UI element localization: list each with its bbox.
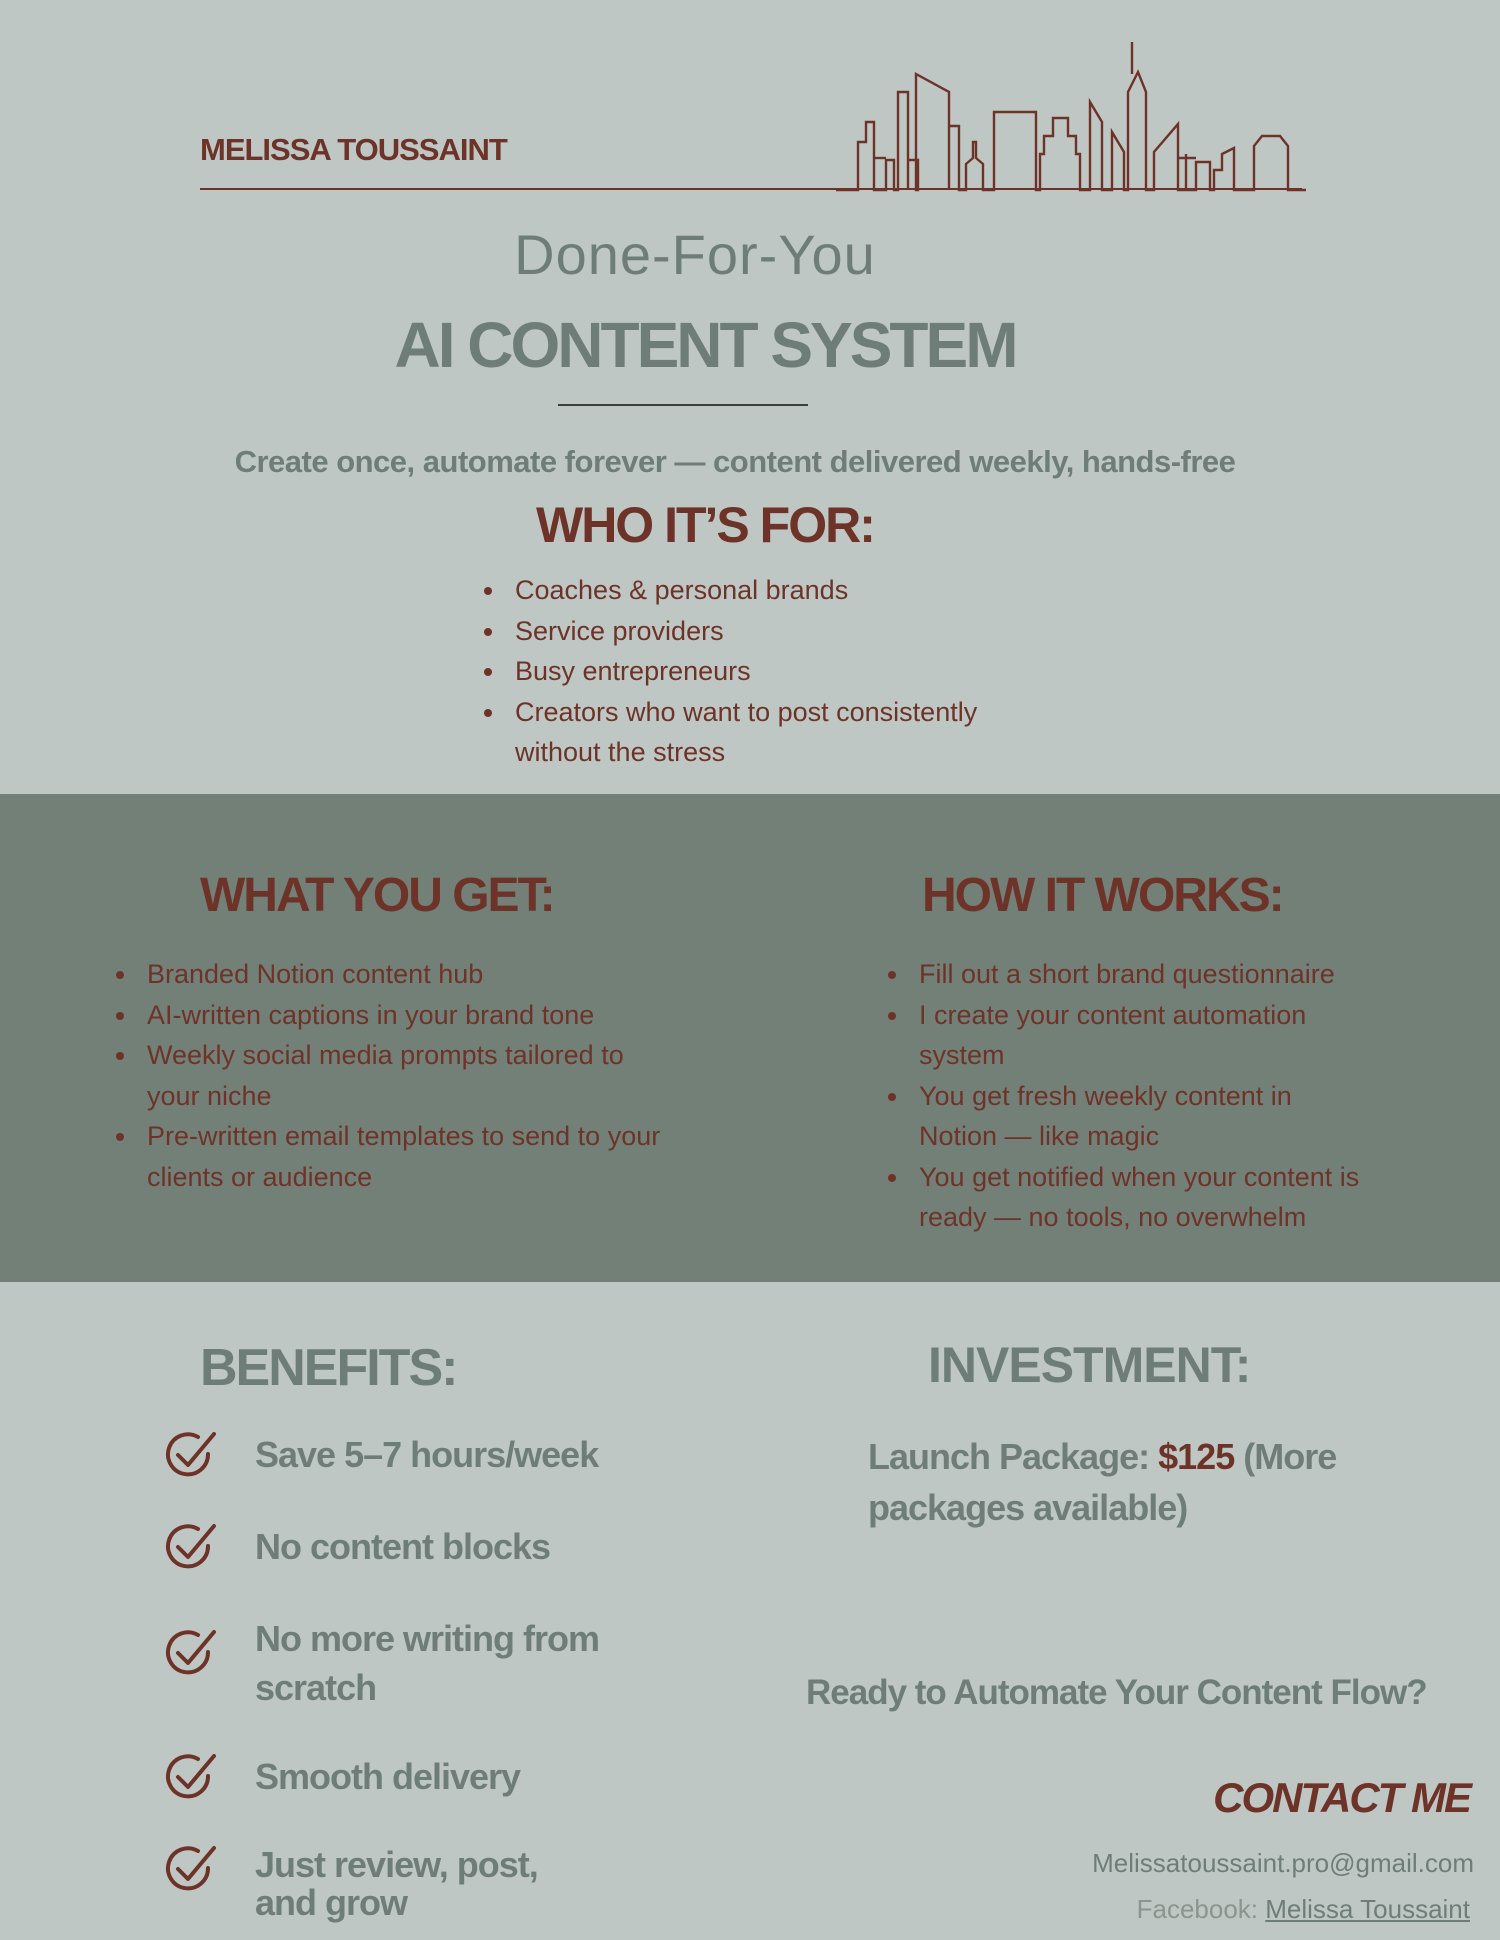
package-price: $125: [1158, 1436, 1235, 1477]
list-item: Creators who want to post consistently without the stress: [482, 692, 1002, 773]
facebook-link[interactable]: Melissa Toussaint: [1265, 1894, 1470, 1924]
list-item: Pre-written email templates to send to your clients or audience: [114, 1116, 694, 1197]
check-circle-icon: [164, 1752, 220, 1804]
contact-email[interactable]: Melissatoussaint.pro@gmail.com: [1092, 1848, 1474, 1878]
page-title: AI CONTENT SYSTEM: [394, 309, 1016, 381]
list-item: Branded Notion content hub: [114, 954, 704, 995]
facebook-line: [1000, 1894, 1470, 1925]
who-list: [482, 570, 1122, 773]
what-you-get-list: [114, 954, 704, 1197]
list-item: I create your content automation system: [886, 995, 1346, 1076]
benefit-item: [164, 1614, 664, 1714]
list-item: Service providers: [482, 611, 1122, 652]
benefit-item: [164, 1844, 664, 1924]
benefit-text: Just review, post, and grow: [255, 1844, 538, 1923]
investment-title: INVESTMENT:: [928, 1337, 1251, 1393]
how-it-works-title: HOW IT WORKS:: [922, 869, 1283, 922]
benefit-text: No content blocks: [255, 1526, 551, 1567]
benefit-text: Save 5–7 hours/week: [255, 1434, 599, 1475]
benefit-item: [164, 1752, 664, 1802]
cta-heading: Ready to Automate Your Content Flow?: [806, 1673, 1427, 1712]
list-item: Busy entrepreneurs: [482, 651, 1122, 692]
benefit-text: Smooth delivery: [255, 1756, 521, 1797]
benefits-title: BENEFITS:: [200, 1339, 457, 1397]
check-circle-icon: [164, 1844, 220, 1896]
tagline: Create once, automate forever — content delivered weekly, hands-free: [234, 444, 1236, 479]
check-circle-icon: [164, 1522, 220, 1574]
brand-name: MELISSA TOUSSAINT: [200, 132, 507, 167]
benefit-item: [164, 1430, 664, 1480]
investment-text: [868, 1431, 1388, 1533]
list-item: AI-written captions in your brand tone: [114, 995, 704, 1036]
list-item: You get notified when your content is ready — no tools, no overwhelm: [886, 1157, 1366, 1238]
city-skyline-icon: [836, 30, 1306, 192]
list-item: You get fresh weekly content in Notion — like magic: [886, 1076, 1326, 1157]
benefit-text: No more writing from scratch: [255, 1618, 600, 1708]
list-item: Fill out a short brand questionnaire: [886, 954, 1366, 995]
subtitle: Done-For-You: [514, 223, 876, 286]
facebook-label: Facebook:: [1136, 1894, 1259, 1924]
how-it-works-list: [886, 954, 1366, 1238]
check-circle-icon: [164, 1430, 220, 1482]
what-you-get-title: WHAT YOU GET:: [200, 869, 554, 922]
title-divider: [558, 404, 808, 406]
benefit-item: [164, 1522, 664, 1572]
check-circle-icon: [164, 1628, 220, 1680]
who-title: WHO IT’S FOR:: [536, 497, 874, 553]
package-note: (More packages available): [868, 1436, 1337, 1528]
contact-heading: CONTACT ME: [1213, 1774, 1470, 1821]
list-item: Coaches & personal brands: [482, 570, 1122, 611]
list-item: Weekly social media prompts tailored to your niche: [114, 1035, 674, 1116]
package-label: Launch Package:: [868, 1436, 1150, 1477]
